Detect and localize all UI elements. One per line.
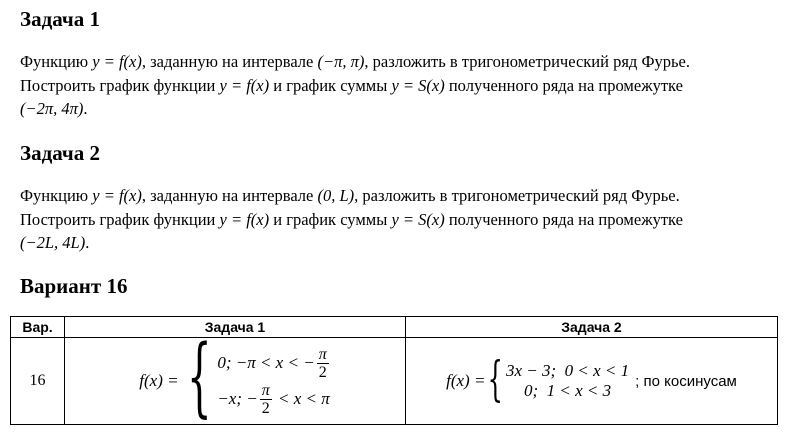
header-task1: Задача 1 [65,317,406,338]
task1-formula-y-fx-2: y = f(x) [219,75,270,95]
cell-var: 16 [11,338,65,425]
task2-formula-y-sx: y = S(x) [391,209,445,229]
left-brace-icon: { [186,327,212,427]
task1-line3: (−2π, 4π). [20,99,88,118]
task1-cases [217,345,330,417]
header-task2: Задача 2 [406,317,778,338]
variant-table [10,316,778,425]
fraction-pi-over-2: $\frac{\pi}{2}$ [261,381,270,417]
task2-line2: Построить график функции y = f(x) и график суммы y = S(x) полученного ряда на промежутке [20,209,683,229]
task2-formula-y-fx-2: y = f(x) [219,209,270,229]
header-var: Вар. [11,317,65,338]
task1-formula-y-sx: y = S(x) [391,75,445,95]
task2-piecewise-formula [406,351,777,407]
task2-lhs: f(x) = [446,371,486,390]
cell-task2 [406,338,778,425]
task2-heading: Задача 2 [20,141,100,165]
fraction-pi-over-2: $\frac{\pi}{2}$ [318,345,327,381]
task1-line1: Функцию y = f(x), заданную на интервале (−π, π), разложить в тригонометрический ряд Фурье. [20,52,690,71]
task1-heading: Задача 1 [20,7,100,31]
task1-text [20,50,780,121]
task1-formula-y-fx: y = f(x) [92,52,142,71]
task2-cases [506,361,629,401]
left-brace-icon: { [488,351,504,407]
task1-case-2: −x; − $\frac{\pi}{2}$ < x < π [217,381,330,417]
task2-case-1: 3x − 3; 0 < x < 1 [505,361,630,380]
variant-heading: Вариант 16 [20,274,128,298]
task2-range: (−2L, 4L) [20,233,86,252]
task1-lhs: f(x) = [139,371,179,390]
task2-line3: (−2L, 4L). [20,233,90,252]
task1-range: (−2π, 4π) [20,99,84,118]
task2-formula-y-fx: y = f(x) [92,186,142,205]
task2-text [20,184,780,255]
table-row [11,338,778,425]
task2-note: ; по косинусам [635,372,737,390]
task1-interval: (−π, π) [317,52,365,71]
task2-line1: Функцию y = f(x), заданную на интервале (0, L), разложить в тригонометрический ряд Фурье. [20,186,680,205]
task1-case-1: 0; −π < x < − $\frac{\pi}{2}$ [217,345,327,381]
table-header-row [11,317,778,338]
task2-case-2: 0; 1 < x < 3 [523,381,612,400]
task1-line2: Построить график функции y = f(x) и график суммы y = S(x) полученного ряда на промежутке [20,75,683,95]
task2-interval: (0, L) [317,186,355,205]
